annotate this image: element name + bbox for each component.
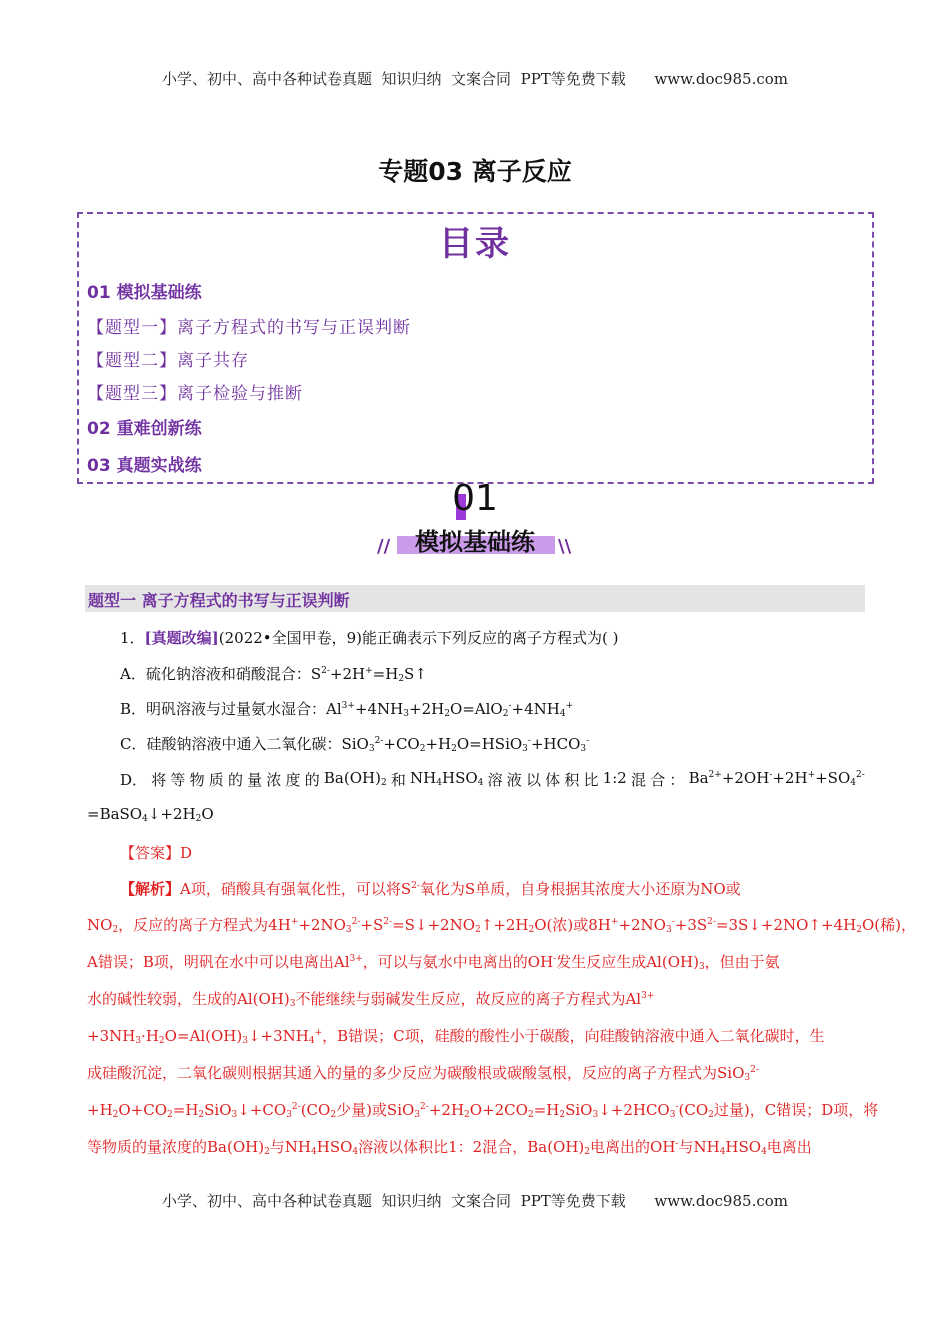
option-b: B．明矾溶液与过量氨水湿合：$Al^{3+}+4NH_3+2H_2O=AlO_2^-+4NH_4^+$ [120,700,574,719]
explanation-line-2: $NO_2$，反应的离子方程式为$4H^++2NO_3^{2-}+S^{2-}=S↓+2NO_2↑+2H_2O$(浓)或$8H^++2NO_3^-+3S^{2-}=3S↓+2NO↑+4H_2O$(稀)， [87,916,916,935]
document-title: 专题03 离子反应 [378,157,572,186]
banner-slash-left: // [377,536,391,557]
topic-title: 题型一 离子方程式的书写与正误判断 [88,591,350,610]
explanation-line-4: 水的碱性较弱，生成的$Al(OH)_3$不能继续与弱碱发生反应，故反应的离子方程式为$Al^{3+}$ [87,990,655,1009]
explanation-line-7: $+H_2O+CO_2=H_2SiO_3↓+CO_3^{2-}(CO_2$少量)或$SiO_3^{2-}+2H_2O+2CO_2=H_2SiO_3↓+2HCO_3^-(CO_2$过量)，C错误；D项，将 [87,1101,879,1120]
explanation-line-3: A错误；B项，明矾在水中可以电离出$Al^{3+}$，可以与氨水中电离出的OH-发生反应生成$Al(OH)_3$，但由于氨 [87,953,780,972]
section-banner-title: 模拟基础练 [415,528,535,556]
toc-item-02[interactable]: 02 重难创新练 [87,419,202,439]
question-number: 1． [120,629,145,647]
toc-heading: 目录 [439,224,511,264]
toc-item-01[interactable]: 01 模拟基础练 [87,283,202,303]
section-number: 01 [452,478,498,519]
explanation-line-6: 成硅酸沉淀，二氧化碳则根据其通入的量的多少反应为碳酸根或碳酸氢根，反应的离子方程式为SiO$_3^{2-}$ [87,1064,759,1083]
option-a: A．硫化钠溶液和硝酸混合：$S^{2-}+2H^+=H_2S↑$ [120,665,427,684]
toc-item-type-2[interactable]: 【题型二】离子共存 [87,351,249,371]
banner-slash-right: \\ [558,536,572,557]
question-tag: [真题改编] [144,629,219,647]
option-d-line-1: D． 将 等 物 质 的 量 浓 度 的 $Ba(OH)_2$ 和 $NH_4HSO_4$ 溶 液 以 体 积 比 1:2 混 合 ： $Ba^{2+}+2OH^-+2H^++SO_4^{2-}$ [120,769,865,789]
option-d-line-2: $=BaSO_4↓+2H_2O$ [87,805,214,824]
toc-item-type-1[interactable]: 【题型一】离子方程式的书写与正误判断 [87,318,411,338]
toc-item-type-3[interactable]: 【题型三】离子检验与推断 [87,384,303,404]
question-stem [120,627,619,648]
page-footer: 小学、初中、高中各种试卷真题 知识归纳 文案合同 PPT等免费下载 www.doc985.com [161,1192,788,1210]
question-text: (2022•全国甲卷，9)能正确表示下列反应的离子方程式为( ) [218,629,619,647]
toc-item-03[interactable]: 03 真题实战练 [87,456,202,476]
answer-label: 【答案】D [120,844,193,862]
option-c: C．硅酸钠溶液中通入二氧化碳：$SiO_3^{2-}+CO_2+H_2O=HSiO_3^-+HCO_3^-$ [120,735,590,754]
page-header: 小学、初中、高中各种试卷真题 知识归纳 文案合同 PPT等免费下载 www.doc985.com [161,70,788,88]
explanation-line-8: 等物质的量浓度的$Ba(OH)_2$与$NH_4HSO_4$溶液以体积比1：2混合，$Ba(OH)_2$电离出的OH-与$NH_4HSO_4$电离出 [87,1138,812,1157]
explanation-line-5: $+3NH_3\cdot H_2O=Al(OH)_3↓+3NH_4^+$，B错误；C项，硅酸的酸性小于碳酸，向硅酸钠溶液中通入二氧化碳时，生 [87,1027,825,1046]
explanation-line-1: 【解析】A项，硝酸具有强氧化性，可以将$S^{2-}$氧化为S单质，自身根据其浓度大小还原为NO或 [120,880,741,898]
